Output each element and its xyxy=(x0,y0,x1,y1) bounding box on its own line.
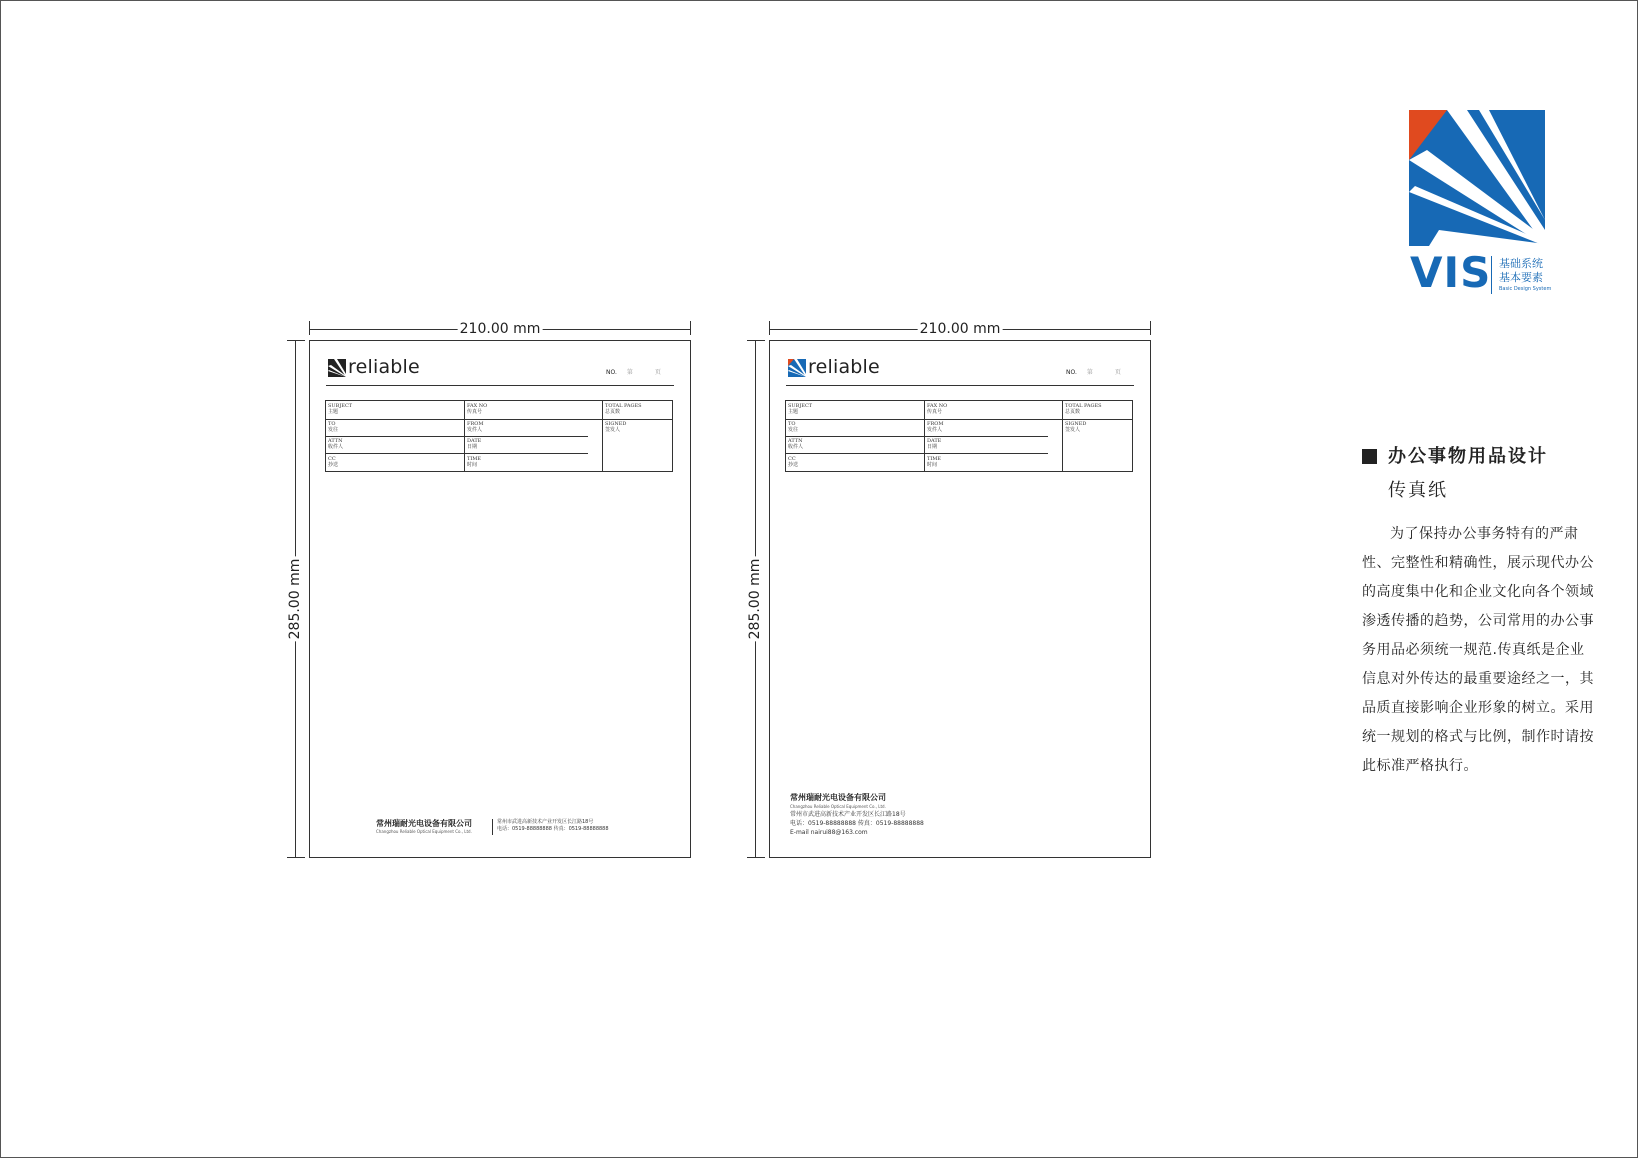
field-signed: SIGNED 签发人 xyxy=(605,421,627,433)
width-label: 210.00 mm xyxy=(919,321,1001,337)
page-unit: 页 xyxy=(1114,369,1121,376)
height-dimension xyxy=(285,340,307,858)
fax-number-label xyxy=(606,367,661,376)
section-bullet xyxy=(1362,449,1377,464)
vis-wordmark: VIS xyxy=(1410,248,1492,297)
brand-name: reliable xyxy=(808,356,880,378)
width-label: 210.00 mm xyxy=(459,321,541,337)
field-signed: SIGNED 签发人 xyxy=(1065,421,1087,433)
field-cc: CC 抄送 xyxy=(328,456,339,468)
vis-subtitle xyxy=(1499,257,1551,293)
fax-sheet-variant-2 xyxy=(745,318,1165,858)
vis-divider xyxy=(1491,256,1492,294)
company-name-en: Changzhou Reliable Optical Equipment Co., Ltd. xyxy=(376,829,472,834)
field-date: DATE 日期 xyxy=(467,438,482,450)
header-rule xyxy=(326,385,674,386)
section-subtitle: 传真纸 xyxy=(1388,480,1448,501)
page-unit: 页 xyxy=(654,369,661,376)
field-fax-no: FAX NO 传真号 xyxy=(927,403,948,415)
fax-number-label xyxy=(1066,367,1121,376)
fax-sheet-variant-1 xyxy=(285,318,705,858)
width-dimension xyxy=(309,318,691,337)
vis-logo-icon xyxy=(1409,110,1545,246)
field-total-pages: TOTAL PAGES 总页数 xyxy=(605,403,642,415)
brand-logo-icon xyxy=(788,359,806,377)
company-name-cn: 常州瑞耐光电设备有限公司 xyxy=(376,819,472,828)
company-phone-fax: 电话：0519-88888888 传真：0519-88888888 xyxy=(497,826,609,832)
footer-company-block xyxy=(790,793,924,837)
field-attn: ATTN 收件人 xyxy=(788,438,804,450)
field-subject: SUBJECT 主题 xyxy=(788,403,813,415)
height-dimension xyxy=(745,340,767,858)
company-email: E-mail nairui88@163.com xyxy=(790,829,868,836)
field-from: FROM 发件人 xyxy=(467,421,484,433)
field-fax-no: FAX NO 传真号 xyxy=(467,403,488,415)
company-phone-fax: 电话：0519-88888888 传真：0519-88888888 xyxy=(790,820,924,827)
footer-divider xyxy=(492,819,493,835)
field-to: TO 发往 xyxy=(788,421,799,433)
company-address: 常州市武进高新技术产业开发区长江路18号 xyxy=(497,819,594,825)
field-attn: ATTN 收件人 xyxy=(328,438,344,450)
width-dimension xyxy=(769,318,1151,337)
field-date: DATE 日期 xyxy=(927,438,942,450)
vis-sub-en: Basic Design System xyxy=(1499,286,1552,292)
field-cc: CC 抄送 xyxy=(788,456,799,468)
footer-contact xyxy=(497,819,609,833)
page-mark: 第 xyxy=(626,369,633,376)
header-rule xyxy=(786,385,1134,386)
fax-sheet xyxy=(309,340,691,858)
field-time: TIME 时间 xyxy=(927,456,942,468)
height-label: 285.00 mm xyxy=(747,558,763,640)
field-to: TO 发往 xyxy=(328,421,339,433)
fax-header-table xyxy=(785,400,1133,472)
company-name-en: Changzhou Reliable Optical Equipment Co., Ltd. xyxy=(790,804,886,809)
field-time: TIME 时间 xyxy=(467,456,482,468)
field-from: FROM 发件人 xyxy=(927,421,944,433)
brand-logo-icon xyxy=(328,359,346,377)
company-address: 常州市武进高新技术产业开发区长江路18号 xyxy=(790,811,906,818)
height-label: 285.00 mm xyxy=(287,558,303,640)
field-subject: SUBJECT 主题 xyxy=(328,403,353,415)
no-label: NO. xyxy=(1066,369,1077,376)
vis-sub-line2: 基本要素 xyxy=(1499,271,1543,284)
section-title: 办公事物用品设计 xyxy=(1388,446,1548,467)
page-mark: 第 xyxy=(1086,369,1093,376)
company-name-cn: 常州瑞耐光电设备有限公司 xyxy=(790,793,886,802)
brand-name: reliable xyxy=(348,356,420,378)
vis-sub-line1: 基础系统 xyxy=(1499,257,1543,270)
fax-sheet xyxy=(769,340,1151,858)
field-total-pages: TOTAL PAGES 总页数 xyxy=(1065,403,1102,415)
fax-header-table xyxy=(325,400,673,472)
footer-company-block xyxy=(376,819,609,835)
no-label: NO. xyxy=(606,369,617,376)
section-description: 为了保持办公事务特有的严肃性、完整性和精确性，展示现代办公的高度集中化和企业文化向各个领域渗透传播的趋势，公司常用的办公事务用品必须统一规范.传真纸是企业信息对外传达的最重要途经之一，其品质直接影响企业形象的树立。采用统一规划的格式与比例，制作时请按此标准严格执行。 xyxy=(1362,526,1594,774)
